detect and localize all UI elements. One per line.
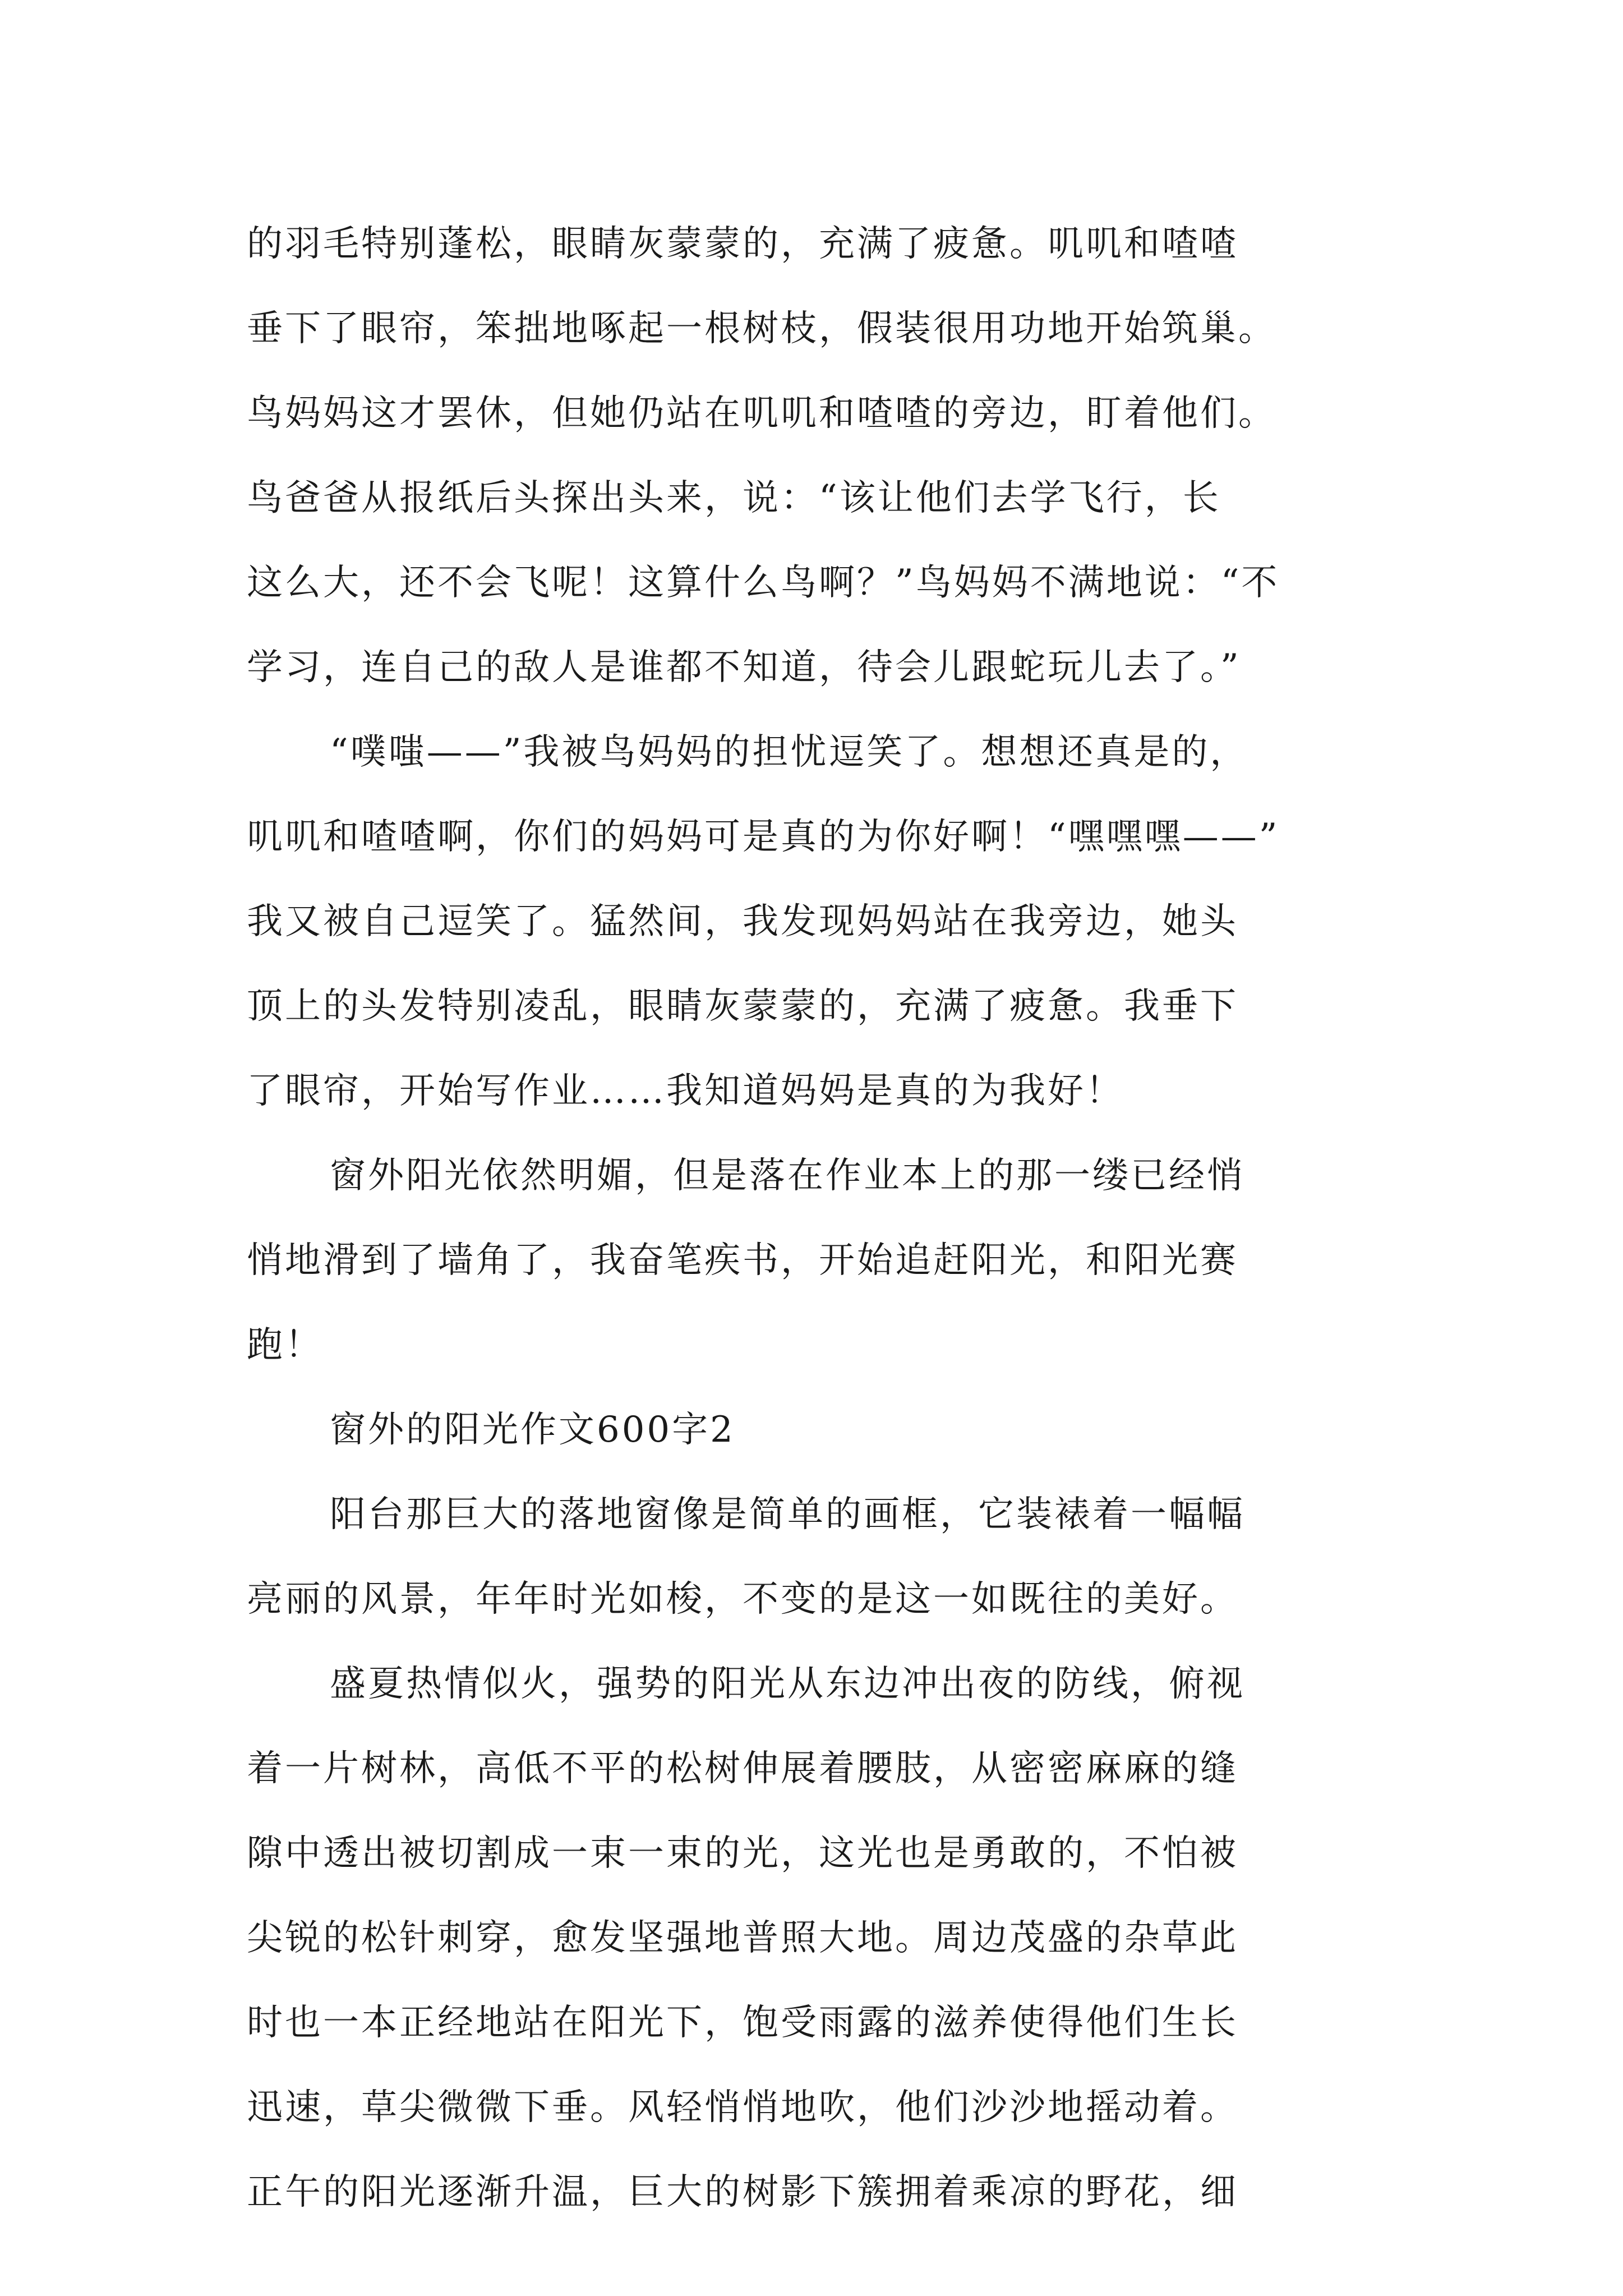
paragraph-start-line: 阳台那巨大的落地窗像是简单的画框，它装裱着一幅幅 — [330, 1494, 1245, 1535]
text-line: 尖锐的松针刺穿，愈发坚强地普照大地。周边茂盛的杂草此 — [247, 1917, 1238, 1959]
text-line: 顶上的头发特别凌乱，眼睛灰蒙蒙的，充满了疲惫。我垂下 — [247, 986, 1238, 1027]
text-line: 的羽毛特别蓬松，眼睛灰蒙蒙的，充满了疲惫。叽叽和喳喳 — [247, 223, 1238, 265]
body-text — [247, 202, 1396, 2235]
text-line: 跑！ — [247, 1324, 323, 1366]
text-line: 这么大，还不会飞呢！这算什么鸟啊？”鸟妈妈不满地说：“不 — [247, 562, 1280, 604]
text-line: 迅速，草尖微微下垂。风轻悄悄地吹，他们沙沙地摇动着。 — [247, 2087, 1238, 2128]
paragraph-start-line: 窗外阳光依然明媚，但是落在作业本上的那一缕已经悄 — [330, 1155, 1245, 1197]
text-line: 学习，连自己的敌人是谁都不知道，待会儿跟蛇玩儿去了。” — [247, 647, 1241, 688]
paragraph-start-line: 盛夏热情似火，强势的阳光从东边冲出夜的防线，俯视 — [330, 1663, 1245, 1705]
text-line: 了眼帘，开始写作业……我知道妈妈是真的为我好！ — [247, 1070, 1124, 1112]
text-line: 正午的阳光逐渐升温，巨大的树影下簇拥着乘凉的野花，细 — [247, 2171, 1238, 2213]
section-title: 窗外的阳光作文600字2 — [330, 1409, 735, 1451]
text-line: 亮丽的风景，年年时光如梭，不变的是这一如既往的美好。 — [247, 1579, 1238, 1620]
text-line: 垂下了眼帘，笨拙地啄起一根树枝，假装很用功地开始筑巢。 — [247, 308, 1276, 349]
paragraph-start-line: “噗嗤——”我被鸟妈妈的担忧逗笑了。想想还真是的， — [330, 731, 1248, 773]
text-line: 悄地滑到了墙角了，我奋笔疾书，开始追赶阳光，和阳光赛 — [247, 1240, 1238, 1281]
text-line: 我又被自己逗笑了。猛然间，我发现妈妈站在我旁边，她头 — [247, 901, 1238, 942]
text-line: 隙中透出被切割成一束一束的光，这光也是勇敢的，不怕被 — [247, 1833, 1238, 1874]
text-line: 叽叽和喳喳啊，你们的妈妈可是真的为你好啊！“嘿嘿嘿——” — [247, 816, 1280, 858]
text-line: 鸟爸爸从报纸后头探出头来，说：“该让他们去学飞行，长 — [247, 477, 1221, 519]
text-line: 时也一本正经地站在阳光下，饱受雨露的滋养使得他们生长 — [247, 2002, 1238, 2044]
text-line: 鸟妈妈这才罢休，但她仍站在叽叽和喳喳的旁边，盯着他们。 — [247, 393, 1276, 434]
text-line: 着一片树林，高低不平的松树伸展着腰肢，从密密麻麻的缝 — [247, 1748, 1238, 1789]
